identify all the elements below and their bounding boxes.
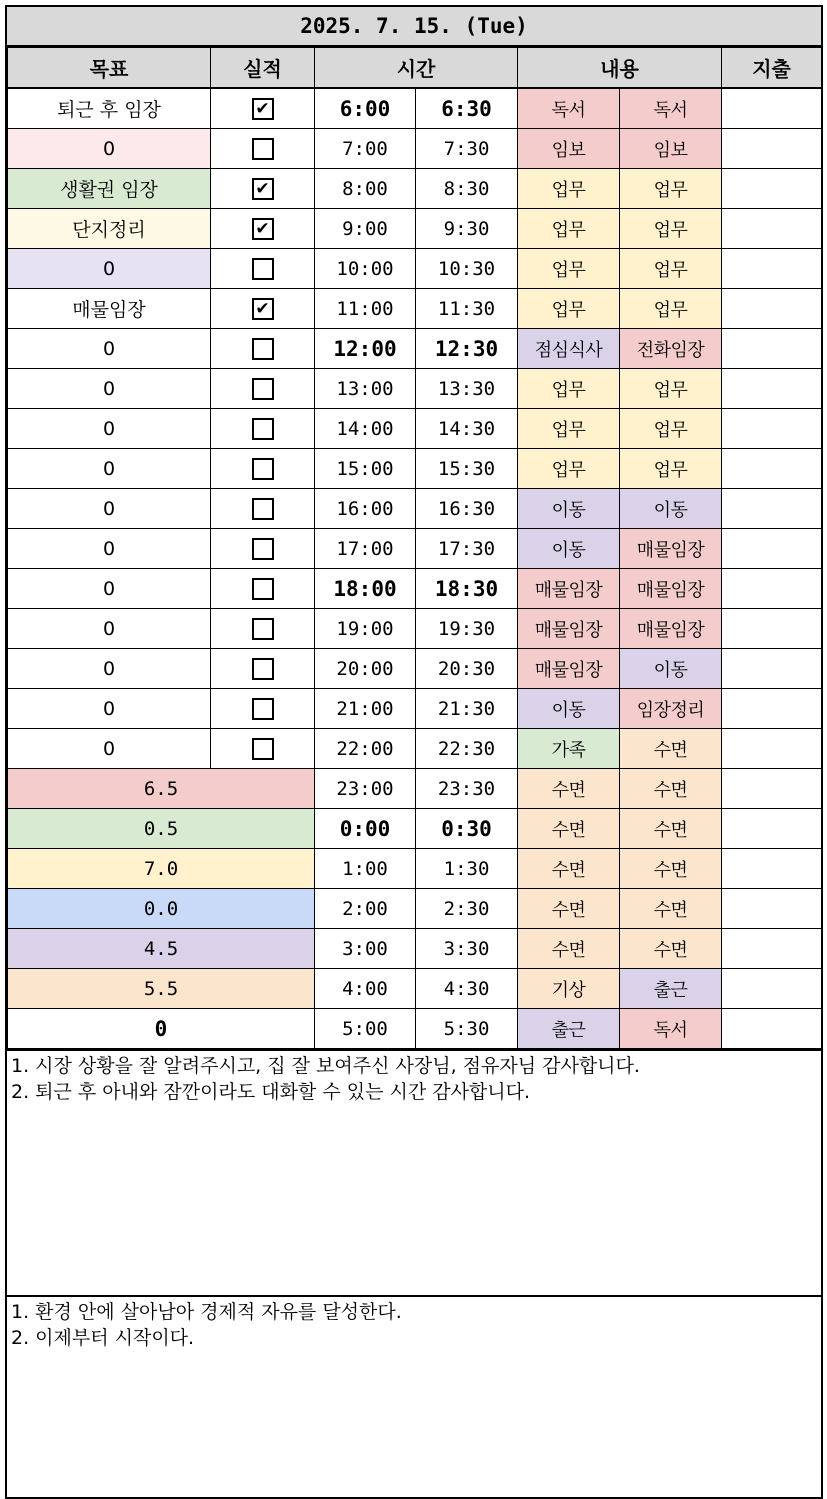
expense-cell[interactable] xyxy=(722,529,822,569)
gratitude-notes[interactable] xyxy=(7,1049,821,1295)
half-time-cell: 4:30 xyxy=(416,969,518,1009)
checked-checkbox[interactable]: ✔ xyxy=(252,98,274,120)
expense-cell[interactable] xyxy=(722,249,822,289)
goal-note-line-2: 2. 이제부터 시작이다. xyxy=(11,1327,195,1349)
activity-cell[interactable]: 수면 xyxy=(620,809,722,849)
start-time-cell: 9:00 xyxy=(315,209,416,249)
goal-cell[interactable]: 0 xyxy=(8,689,211,729)
unchecked-checkbox[interactable] xyxy=(252,378,274,400)
table-row xyxy=(8,689,822,729)
goal-cell[interactable]: 0 xyxy=(8,569,211,609)
start-time-cell: 8:00 xyxy=(315,169,416,209)
unchecked-checkbox[interactable] xyxy=(252,578,274,600)
result-cell[interactable] xyxy=(211,249,315,289)
expense-cell[interactable] xyxy=(722,689,822,729)
activity-cell[interactable]: 이동 xyxy=(620,489,722,529)
start-time-cell: 14:00 xyxy=(315,409,416,449)
half-time-cell: 14:30 xyxy=(416,409,518,449)
goal-cell[interactable]: 0 xyxy=(8,449,211,489)
summary-cell: 0.0 xyxy=(8,889,315,929)
activity-cell[interactable]: 매물임장 xyxy=(518,569,620,609)
result-cell[interactable] xyxy=(211,689,315,729)
result-cell[interactable] xyxy=(211,649,315,689)
half-time-cell: 1:30 xyxy=(416,849,518,889)
activity-cell[interactable]: 업무 xyxy=(518,369,620,409)
unchecked-checkbox[interactable] xyxy=(252,418,274,440)
date-title: 2025. 7. 15. (Tue) xyxy=(7,7,821,47)
goal-cell[interactable]: 0 xyxy=(8,329,211,369)
half-time-cell: 22:30 xyxy=(416,729,518,769)
start-time-cell: 15:00 xyxy=(315,449,416,489)
expense-cell[interactable] xyxy=(722,649,822,689)
unchecked-checkbox[interactable] xyxy=(252,138,274,160)
activity-cell[interactable]: 업무 xyxy=(518,209,620,249)
half-time-cell: 20:30 xyxy=(416,649,518,689)
activity-cell[interactable]: 수면 xyxy=(620,849,722,889)
half-time-cell: 17:30 xyxy=(416,529,518,569)
activity-cell[interactable]: 이동 xyxy=(518,689,620,729)
start-time-cell: 18:00 xyxy=(315,569,416,609)
checked-checkbox[interactable]: ✔ xyxy=(252,298,274,320)
expense-cell[interactable] xyxy=(722,809,822,849)
unchecked-checkbox[interactable] xyxy=(252,618,274,640)
activity-cell[interactable]: 업무 xyxy=(620,209,722,249)
half-time-cell: 5:30 xyxy=(416,1009,518,1049)
header-row xyxy=(8,48,822,89)
half-time-cell: 19:30 xyxy=(416,609,518,649)
expense-cell[interactable] xyxy=(722,169,822,209)
unchecked-checkbox[interactable] xyxy=(252,658,274,680)
result-cell[interactable] xyxy=(211,329,315,369)
goal-header: 목표 xyxy=(8,48,211,89)
table-row xyxy=(8,449,822,489)
goal-notes[interactable] xyxy=(7,1295,821,1497)
activity-cell[interactable]: 업무 xyxy=(620,449,722,489)
result-cell[interactable] xyxy=(211,369,315,409)
activity-cell[interactable]: 수면 xyxy=(518,849,620,889)
expense-cell[interactable] xyxy=(722,1009,822,1049)
start-time-cell: 13:00 xyxy=(315,369,416,409)
activity-cell[interactable]: 업무 xyxy=(620,249,722,289)
table-row xyxy=(8,609,822,649)
unchecked-checkbox[interactable] xyxy=(252,498,274,520)
activity-cell[interactable]: 수면 xyxy=(518,769,620,809)
table-row xyxy=(8,849,822,889)
summary-cell: 7.0 xyxy=(8,849,315,889)
goal-cell[interactable]: 0 xyxy=(8,529,211,569)
table-row xyxy=(8,209,822,249)
goal-cell[interactable]: 퇴근 후 임장 xyxy=(8,88,211,129)
start-time-cell: 16:00 xyxy=(315,489,416,529)
checked-checkbox[interactable]: ✔ xyxy=(252,178,274,200)
half-time-cell: 21:30 xyxy=(416,689,518,729)
half-time-cell: 23:30 xyxy=(416,769,518,809)
activity-cell[interactable]: 매물임장 xyxy=(620,569,722,609)
checked-checkbox[interactable]: ✔ xyxy=(252,218,274,240)
activity-cell[interactable]: 출근 xyxy=(620,969,722,1009)
table-row xyxy=(8,409,822,449)
half-time-cell: 7:30 xyxy=(416,129,518,169)
activity-cell[interactable]: 이동 xyxy=(620,649,722,689)
summary-cell: 6.5 xyxy=(8,769,315,809)
goal-cell[interactable]: 0 xyxy=(8,369,211,409)
half-time-cell: 8:30 xyxy=(416,169,518,209)
activity-cell[interactable]: 업무 xyxy=(620,369,722,409)
activity-cell[interactable]: 매물임장 xyxy=(620,609,722,649)
half-time-cell: 11:30 xyxy=(416,289,518,329)
activity-cell[interactable]: 수면 xyxy=(518,809,620,849)
summary-cell: 0 xyxy=(8,1009,315,1049)
expense-cell[interactable] xyxy=(722,329,822,369)
table-row xyxy=(8,569,822,609)
activity-cell[interactable]: 매물임장 xyxy=(518,649,620,689)
expense-cell[interactable] xyxy=(722,929,822,969)
content-header: 내용 xyxy=(518,48,722,89)
table-row xyxy=(8,88,822,129)
unchecked-checkbox[interactable] xyxy=(252,458,274,480)
start-time-cell: 3:00 xyxy=(315,929,416,969)
half-time-cell: 16:30 xyxy=(416,489,518,529)
table-row xyxy=(8,489,822,529)
expense-cell[interactable] xyxy=(722,609,822,649)
table-row xyxy=(8,129,822,169)
start-time-cell: 23:00 xyxy=(315,769,416,809)
activity-cell[interactable]: 점심식사 xyxy=(518,329,620,369)
expense-cell[interactable] xyxy=(722,449,822,489)
expense-cell[interactable] xyxy=(722,969,822,1009)
activity-cell[interactable]: 이동 xyxy=(518,489,620,529)
expense-cell[interactable] xyxy=(722,729,822,769)
half-time-cell: 15:30 xyxy=(416,449,518,489)
activity-cell[interactable]: 수면 xyxy=(518,889,620,929)
half-time-cell: 0:30 xyxy=(416,809,518,849)
activity-cell[interactable]: 업무 xyxy=(518,249,620,289)
half-time-cell: 13:30 xyxy=(416,369,518,409)
result-cell[interactable] xyxy=(211,209,315,249)
schedule-table xyxy=(7,47,822,1049)
result-cell[interactable] xyxy=(211,489,315,529)
start-time-cell: 22:00 xyxy=(315,729,416,769)
goal-note-line-1: 1. 환경 안에 살아남아 경제적 자유를 달성한다. xyxy=(11,1301,402,1323)
unchecked-checkbox[interactable] xyxy=(252,338,274,360)
summary-cell: 0.5 xyxy=(8,809,315,849)
table-row xyxy=(8,289,822,329)
result-cell[interactable] xyxy=(211,289,315,329)
result-cell[interactable] xyxy=(211,88,315,129)
start-time-cell: 17:00 xyxy=(315,529,416,569)
activity-cell[interactable]: 가족 xyxy=(518,729,620,769)
summary-cell: 4.5 xyxy=(8,929,315,969)
expense-cell[interactable] xyxy=(722,489,822,529)
activity-cell[interactable]: 업무 xyxy=(518,449,620,489)
expense-cell[interactable] xyxy=(722,369,822,409)
result-cell[interactable] xyxy=(211,569,315,609)
activity-cell[interactable]: 임장정리 xyxy=(620,689,722,729)
start-time-cell: 19:00 xyxy=(315,609,416,649)
goal-cell[interactable]: 0 xyxy=(8,609,211,649)
table-row xyxy=(8,929,822,969)
activity-cell[interactable]: 업무 xyxy=(518,169,620,209)
activity-cell[interactable]: 수면 xyxy=(518,929,620,969)
result-cell[interactable] xyxy=(211,409,315,449)
activity-cell[interactable]: 매물임장 xyxy=(518,609,620,649)
activity-cell[interactable]: 임보 xyxy=(518,129,620,169)
expense-cell[interactable] xyxy=(722,889,822,929)
goal-cell[interactable]: 생활권 임장 xyxy=(8,169,211,209)
result-cell[interactable] xyxy=(211,529,315,569)
activity-cell[interactable]: 기상 xyxy=(518,969,620,1009)
start-time-cell: 7:00 xyxy=(315,129,416,169)
start-time-cell: 20:00 xyxy=(315,649,416,689)
start-time-cell: 21:00 xyxy=(315,689,416,729)
gratitude-line-2: 2. 퇴근 후 아내와 잠깐이라도 대화할 수 있는 시간 감사합니다. xyxy=(11,1081,531,1103)
activity-cell[interactable]: 업무 xyxy=(518,409,620,449)
activity-cell[interactable]: 이동 xyxy=(518,529,620,569)
table-row xyxy=(8,369,822,409)
table-row xyxy=(8,729,822,769)
unchecked-checkbox[interactable] xyxy=(252,738,274,760)
activity-cell[interactable]: 수면 xyxy=(620,889,722,929)
start-time-cell: 6:00 xyxy=(315,88,416,129)
half-time-cell: 6:30 xyxy=(416,88,518,129)
expense-cell[interactable] xyxy=(722,129,822,169)
goal-cell[interactable]: 단지정리 xyxy=(8,209,211,249)
activity-cell[interactable]: 전화임장 xyxy=(620,329,722,369)
unchecked-checkbox[interactable] xyxy=(252,538,274,560)
expense-cell[interactable] xyxy=(722,88,822,129)
result-cell[interactable] xyxy=(211,449,315,489)
start-time-cell: 4:00 xyxy=(315,969,416,1009)
table-row xyxy=(8,329,822,369)
goal-cell[interactable]: 0 xyxy=(8,249,211,289)
start-time-cell: 12:00 xyxy=(315,329,416,369)
goal-cell[interactable]: 0 xyxy=(8,409,211,449)
activity-cell[interactable]: 업무 xyxy=(620,289,722,329)
goal-cell[interactable]: 0 xyxy=(8,649,211,689)
unchecked-checkbox[interactable] xyxy=(252,258,274,280)
goal-cell[interactable]: 매물임장 xyxy=(8,289,211,329)
result-cell[interactable] xyxy=(211,129,315,169)
half-time-cell: 3:30 xyxy=(416,929,518,969)
goal-cell[interactable]: 0 xyxy=(8,489,211,529)
expense-header: 지출 xyxy=(722,48,822,89)
table-row xyxy=(8,249,822,289)
expense-cell[interactable] xyxy=(722,769,822,809)
expense-cell[interactable] xyxy=(722,409,822,449)
table-row xyxy=(8,769,822,809)
goal-cell[interactable]: 0 xyxy=(8,729,211,769)
activity-cell[interactable]: 임보 xyxy=(620,129,722,169)
result-cell[interactable] xyxy=(211,609,315,649)
half-time-cell: 10:30 xyxy=(416,249,518,289)
start-time-cell: 11:00 xyxy=(315,289,416,329)
result-header: 실적 xyxy=(211,48,315,89)
activity-cell[interactable]: 매물임장 xyxy=(620,529,722,569)
activity-cell[interactable]: 독서 xyxy=(620,88,722,129)
activity-cell[interactable]: 업무 xyxy=(620,169,722,209)
result-cell[interactable] xyxy=(211,169,315,209)
expense-cell[interactable] xyxy=(722,209,822,249)
activity-cell[interactable]: 독서 xyxy=(620,1009,722,1049)
result-cell[interactable] xyxy=(211,729,315,769)
unchecked-checkbox[interactable] xyxy=(252,698,274,720)
start-time-cell: 0:00 xyxy=(315,809,416,849)
expense-cell[interactable] xyxy=(722,849,822,889)
table-row xyxy=(8,1009,822,1049)
table-row xyxy=(8,529,822,569)
activity-cell[interactable]: 업무 xyxy=(518,289,620,329)
half-time-cell: 9:30 xyxy=(416,209,518,249)
expense-cell[interactable] xyxy=(722,569,822,609)
start-time-cell: 10:00 xyxy=(315,249,416,289)
table-row xyxy=(8,649,822,689)
activity-cell[interactable]: 업무 xyxy=(620,409,722,449)
table-row xyxy=(8,169,822,209)
daily-planner-sheet xyxy=(5,5,823,1499)
schedule-rows xyxy=(8,88,822,1049)
start-time-cell: 2:00 xyxy=(315,889,416,929)
start-time-cell: 1:00 xyxy=(315,849,416,889)
gratitude-line-1: 1. 시장 상황을 잘 알려주시고, 집 잘 보여주신 사장님, 점유자님 감사합니다. xyxy=(11,1055,640,1077)
activity-cell[interactable]: 수면 xyxy=(620,729,722,769)
table-row xyxy=(8,889,822,929)
summary-cell: 5.5 xyxy=(8,969,315,1009)
activity-cell[interactable]: 수면 xyxy=(620,929,722,969)
start-time-cell: 5:00 xyxy=(315,1009,416,1049)
half-time-cell: 18:30 xyxy=(416,569,518,609)
half-time-cell: 12:30 xyxy=(416,329,518,369)
half-time-cell: 2:30 xyxy=(416,889,518,929)
table-row xyxy=(8,969,822,1009)
time-header: 시간 xyxy=(315,48,518,89)
goal-cell[interactable]: 0 xyxy=(8,129,211,169)
table-row xyxy=(8,809,822,849)
activity-cell[interactable]: 수면 xyxy=(620,769,722,809)
activity-cell[interactable]: 출근 xyxy=(518,1009,620,1049)
expense-cell[interactable] xyxy=(722,289,822,329)
activity-cell[interactable]: 독서 xyxy=(518,88,620,129)
